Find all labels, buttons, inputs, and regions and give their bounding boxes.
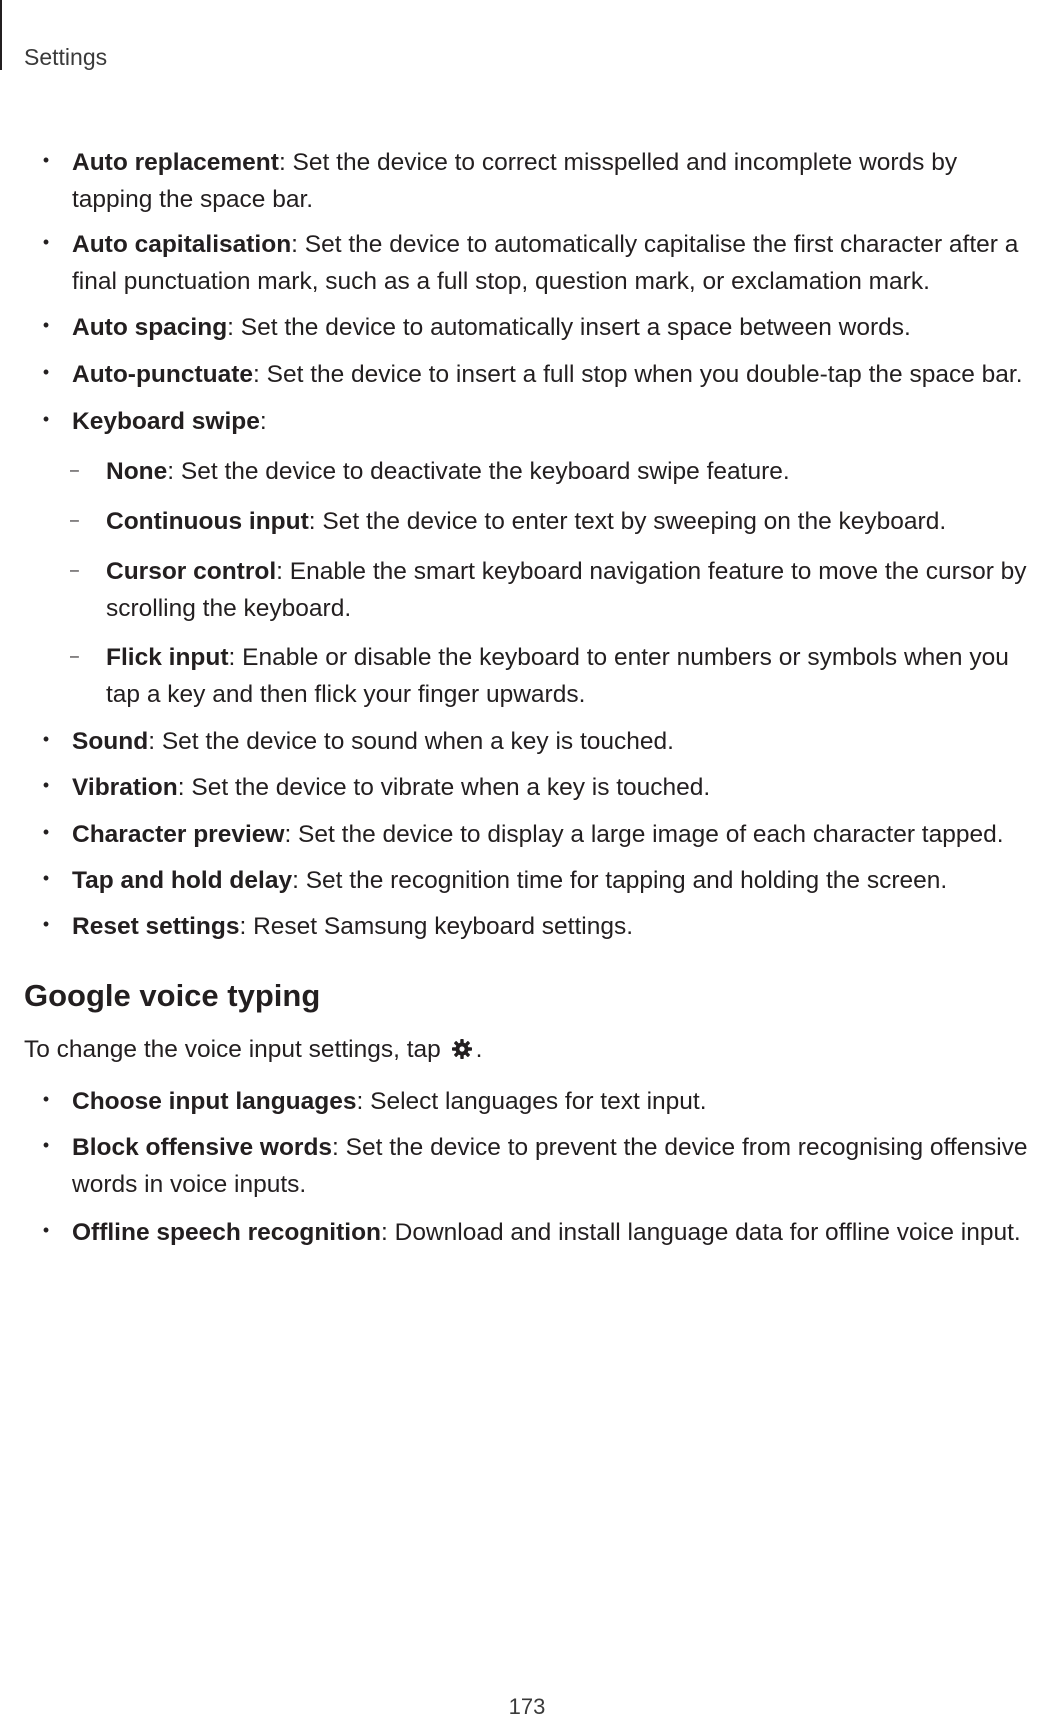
option-text bbox=[72, 908, 1052, 945]
option-term: Choose input languages bbox=[72, 1088, 357, 1115]
bullet: • bbox=[42, 150, 50, 170]
suboption-text bbox=[106, 503, 1052, 540]
option-description: : Set the device to insert a full stop when you double-tap the space bar. bbox=[253, 361, 1023, 388]
option-term: Auto replacement bbox=[72, 149, 279, 176]
bullet: • bbox=[42, 822, 50, 842]
bullet: • bbox=[42, 1089, 50, 1109]
option-description: : Set the device to display a large image of each character tapped. bbox=[284, 821, 1004, 848]
option-term: Offline speech recognition bbox=[72, 1219, 382, 1246]
option-text bbox=[72, 403, 1052, 440]
option-text bbox=[72, 769, 1052, 806]
option-description: : bbox=[259, 408, 267, 435]
suboption-description: : Enable the smart keyboard navigation feature to move the cursor by bbox=[276, 558, 1027, 585]
dash: – bbox=[70, 512, 79, 529]
bullet: • bbox=[42, 775, 50, 795]
option-term: Vibration bbox=[72, 774, 178, 801]
running-header: Settings bbox=[24, 44, 108, 70]
dash: – bbox=[70, 462, 79, 479]
option-description: : Set the device to automatically insert a space between words. bbox=[227, 314, 911, 341]
option-term: Character preview bbox=[72, 821, 285, 848]
suboption-text-continued: tap a key and then flick your finger upwards. bbox=[106, 681, 586, 708]
section-title: Google voice typing bbox=[24, 978, 321, 1013]
option-term: Auto capitalisation bbox=[72, 231, 292, 258]
option-text bbox=[72, 356, 1052, 393]
option-description: : Select languages for text input. bbox=[356, 1088, 707, 1115]
bullet: • bbox=[42, 914, 50, 934]
option-text-continued: words in voice inputs. bbox=[72, 1171, 307, 1198]
option-description: : Reset Samsung keyboard settings. bbox=[239, 913, 634, 940]
option-term: Auto-punctuate bbox=[72, 361, 253, 388]
dash: – bbox=[70, 648, 79, 665]
dash: – bbox=[70, 562, 79, 579]
suboption-text bbox=[106, 639, 1052, 676]
page-number: 173 bbox=[508, 1694, 546, 1719]
option-term: Tap and hold delay bbox=[72, 867, 293, 894]
option-text bbox=[72, 144, 1052, 181]
option-text bbox=[72, 309, 1052, 346]
option-description: : Set the device to automatically capitalise the first character after a bbox=[291, 231, 1019, 258]
option-text bbox=[72, 226, 1052, 263]
bullet: • bbox=[42, 315, 50, 335]
option-description: : Set the device to sound when a key is touched. bbox=[148, 728, 674, 755]
option-description: : Set the recognition time for tapping and holding the screen. bbox=[292, 867, 948, 894]
suboption-text-continued: scrolling the keyboard. bbox=[106, 595, 352, 622]
bullet: • bbox=[42, 729, 50, 749]
option-term: Reset settings bbox=[72, 913, 240, 940]
suboption-text bbox=[106, 553, 1052, 590]
bullet: • bbox=[42, 362, 50, 382]
option-text bbox=[72, 1129, 1052, 1166]
bullet: • bbox=[42, 1220, 50, 1240]
page-edge-rule bbox=[0, 0, 2, 70]
suboption-text bbox=[106, 453, 1052, 490]
option-term: Auto spacing bbox=[72, 314, 228, 341]
suboption-term: Continuous input bbox=[106, 508, 309, 535]
option-text bbox=[72, 862, 1052, 899]
option-text-continued: tapping the space bar. bbox=[72, 186, 314, 213]
suboption-term: Flick input bbox=[106, 644, 229, 671]
option-text-continued: final punctuation mark, such as a full stop, question mark, or exclamation mark. bbox=[72, 268, 930, 295]
bullet: • bbox=[42, 868, 50, 888]
option-text bbox=[72, 1214, 1052, 1251]
bullet: • bbox=[42, 1135, 50, 1155]
option-text bbox=[72, 816, 1052, 853]
suboption-description: : Set the device to enter text by sweeping on the keyboard. bbox=[308, 508, 947, 535]
intro-text-before-icon: To change the voice input settings, tap bbox=[24, 1036, 441, 1063]
suboption-term: None bbox=[106, 458, 168, 485]
suboption-description: : Enable or disable the keyboard to enter numbers or symbols when you bbox=[228, 644, 1009, 671]
suboption-description: : Set the device to deactivate the keyboard swipe feature. bbox=[167, 458, 790, 485]
option-term: Sound bbox=[72, 728, 149, 755]
option-description: : Set the device to prevent the device from recognising offensive bbox=[332, 1134, 1028, 1161]
option-term: Block offensive words bbox=[72, 1134, 333, 1161]
gear-icon bbox=[450, 1037, 474, 1061]
section-intro bbox=[24, 1036, 482, 1064]
option-description: : Set the device to correct misspelled and incomplete words by bbox=[278, 149, 958, 176]
bullet: • bbox=[42, 409, 50, 429]
option-term: Keyboard swipe bbox=[72, 408, 260, 435]
option-text bbox=[72, 723, 1052, 760]
option-text bbox=[72, 1083, 1052, 1120]
option-description: : Set the device to vibrate when a key is touched. bbox=[177, 774, 711, 801]
bullet: • bbox=[42, 232, 50, 252]
option-description: : Download and install language data for offline voice input. bbox=[381, 1219, 1021, 1246]
suboption-term: Cursor control bbox=[106, 558, 277, 585]
intro-text-after-icon: . bbox=[475, 1036, 483, 1063]
